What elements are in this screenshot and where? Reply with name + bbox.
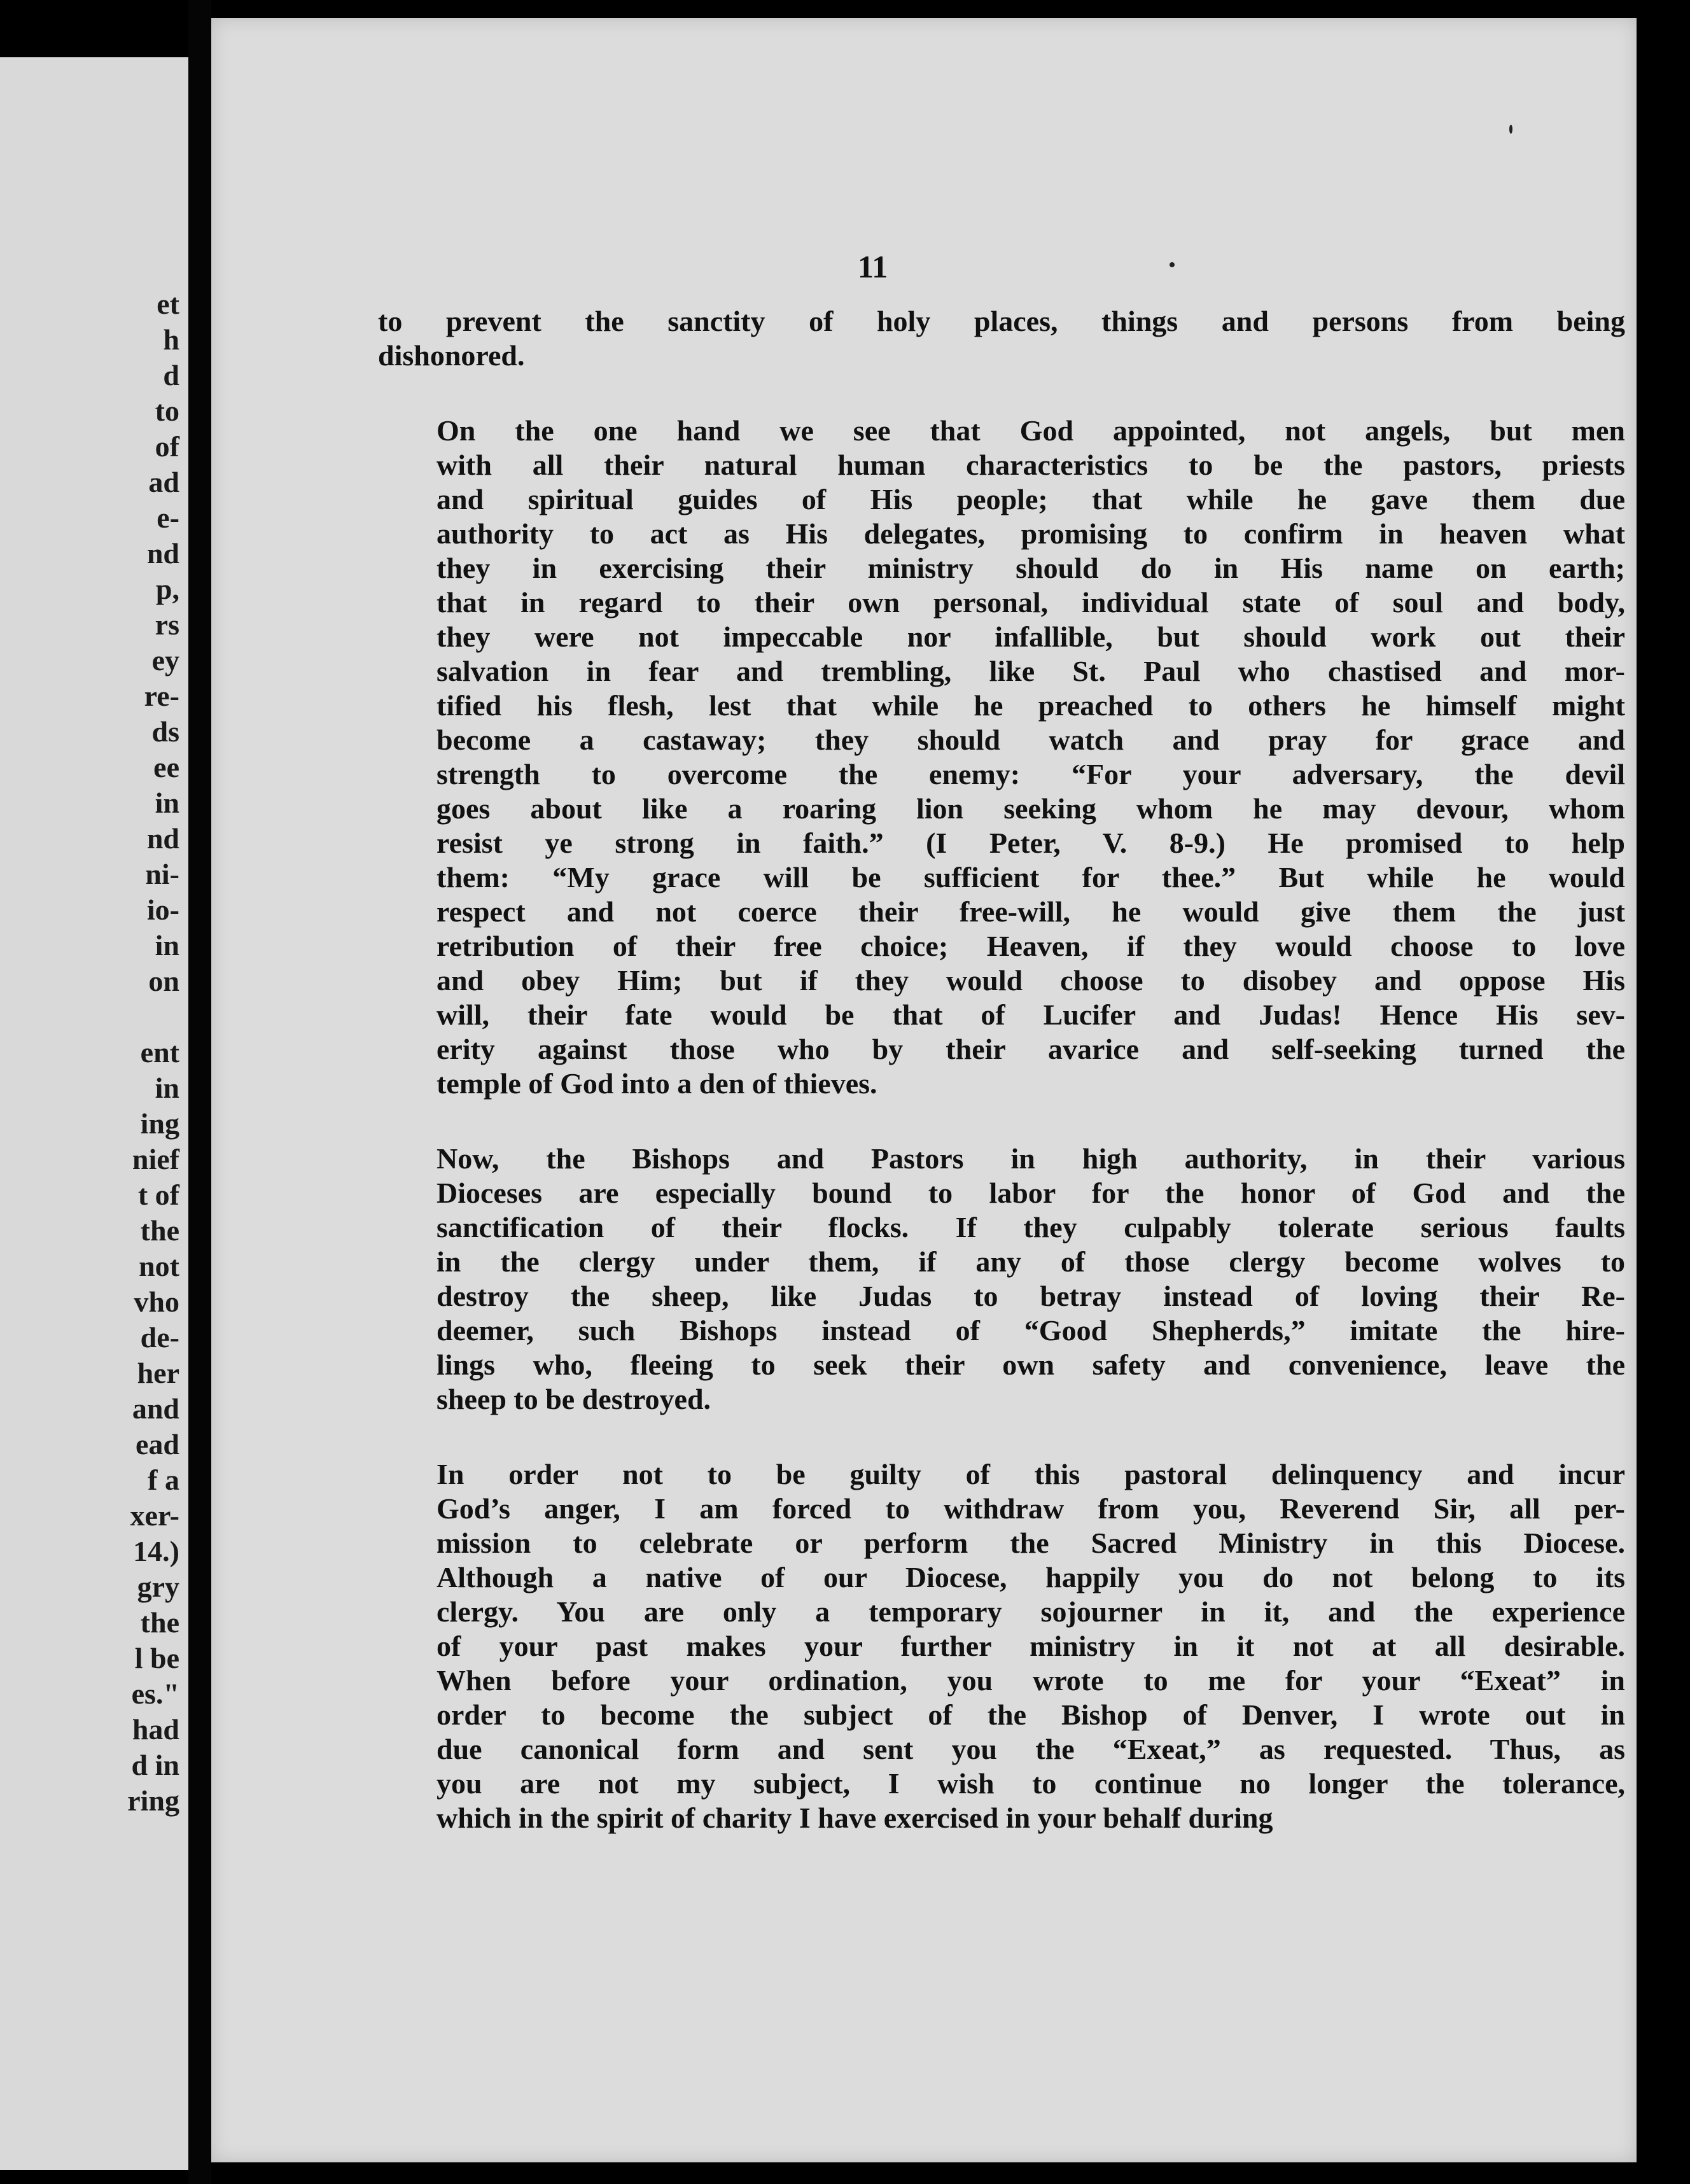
facing-page-text: t of bbox=[137, 1179, 179, 1211]
text-line: mission to celebrate or perform the Sacred Ministry in this Diocese. bbox=[436, 1527, 1625, 1559]
facing-page-text: e- bbox=[157, 501, 179, 534]
page-number: 11 bbox=[858, 249, 888, 284]
facing-page-text: ni- bbox=[145, 858, 179, 890]
facing-page-text: the bbox=[140, 1606, 179, 1639]
text-line: In order not to be guilty of this pastoral delinquency and incur bbox=[436, 1458, 1625, 1490]
scan-speck bbox=[1509, 125, 1512, 134]
facing-page-text: ad bbox=[148, 466, 179, 498]
text-line: destroy the sheep, like Judas to betray instead of loving their Re- bbox=[436, 1280, 1625, 1312]
facing-page-text: es." bbox=[131, 1677, 179, 1710]
facing-page-text: nief bbox=[132, 1143, 179, 1175]
text-line: dishonored. bbox=[378, 339, 525, 372]
facing-page-text: 14.) bbox=[133, 1535, 179, 1567]
facing-page-text: in bbox=[155, 787, 179, 819]
text-line: due canonical form and sent you the “Exeat,” as requested. Thus, as bbox=[436, 1733, 1625, 1765]
facing-page-text: io- bbox=[146, 893, 179, 926]
text-line: that in regard to their own personal, individual state of soul and body, bbox=[436, 586, 1625, 619]
facing-page-text: vho bbox=[134, 1285, 179, 1318]
paragraph bbox=[378, 1142, 1625, 1417]
facing-page-text: ead bbox=[136, 1428, 179, 1460]
text-line: temple of God into a den of thieves. bbox=[436, 1067, 877, 1100]
text-line: retribution of their free choice; Heaven, if they would choose to love bbox=[436, 930, 1625, 962]
facing-page-text: de- bbox=[140, 1321, 179, 1354]
facing-page-text: in bbox=[155, 929, 179, 962]
text-line: order to become the subject of the Bishop of Denver, I wrote out in bbox=[436, 1698, 1625, 1731]
text-line: they were not impeccable nor infallible, but should work out their bbox=[436, 620, 1625, 653]
facing-page-text: l be bbox=[134, 1642, 179, 1674]
text-line: goes about like a roaring lion seeking whom he may devour, whom bbox=[436, 792, 1625, 825]
text-line: On the one hand we see that God appointed, not angels, but men bbox=[436, 414, 1625, 447]
facing-page-text: and bbox=[132, 1392, 179, 1425]
text-line: will, their fate would be that of Lucifer and Judas! Hence His sev- bbox=[436, 998, 1625, 1031]
facing-page-text: had bbox=[132, 1713, 179, 1746]
facing-page-text: d bbox=[163, 359, 179, 391]
facing-page-text: p, bbox=[155, 573, 179, 605]
text-line: respect and not coerce their free-will, he would give them the just bbox=[436, 895, 1625, 928]
facing-page-text: the bbox=[140, 1214, 179, 1247]
facing-page-text: nd bbox=[146, 822, 179, 855]
text-line: them: “My grace will be sufficient for thee.” But while he would bbox=[436, 861, 1625, 893]
facing-page-text: ing bbox=[140, 1107, 179, 1140]
book-gutter bbox=[188, 0, 211, 2184]
text-line: tified his flesh, lest that while he preached to others he himself might bbox=[436, 689, 1625, 722]
text-line: When before your ordination, you wrote to me for your “Exeat” in bbox=[436, 1664, 1625, 1697]
facing-page-text: d in bbox=[131, 1749, 179, 1781]
paragraph bbox=[378, 1457, 1625, 1835]
facing-page-text: ee bbox=[153, 751, 179, 783]
text-line: and spiritual guides of His people; that while he gave them due bbox=[436, 483, 1625, 515]
text-line: Now, the Bishops and Pastors in high authority, in their various bbox=[436, 1142, 1625, 1175]
text-line: sanctification of their flocks. If they culpably tolerate serious faults bbox=[436, 1211, 1625, 1243]
body-text bbox=[378, 304, 1625, 1876]
facing-page-text: et bbox=[157, 288, 179, 320]
facing-page-text: gry bbox=[137, 1571, 179, 1603]
text-line: strength to overcome the enemy: “For your adversary, the devil bbox=[436, 758, 1625, 790]
facing-page-text: ey bbox=[151, 644, 179, 676]
facing-page-text: f a bbox=[148, 1464, 179, 1496]
text-line: Dioceses are especially bound to labor for the honor of God and the bbox=[436, 1177, 1625, 1209]
document-page bbox=[211, 18, 1637, 2162]
facing-page-text: nd bbox=[146, 537, 179, 570]
text-line: lings who, fleeing to seek their own safety and convenience, leave the bbox=[436, 1348, 1625, 1381]
text-line: resist ye strong in faith.” (I Peter, V. 8-9.) He promised to help bbox=[436, 827, 1625, 859]
facing-page-text: on bbox=[148, 965, 179, 997]
text-line: God’s anger, I am forced to withdraw from you, Reverend Sir, all per- bbox=[436, 1492, 1625, 1525]
text-line: deemer, such Bishops instead of “Good Shepherds,” imitate the hire- bbox=[436, 1314, 1625, 1347]
facing-page-text: xer- bbox=[130, 1499, 179, 1532]
facing-page-text: of bbox=[155, 430, 179, 463]
facing-page-text: in bbox=[155, 1072, 179, 1104]
text-line: of your past makes your further ministry in it not at all desirable. bbox=[436, 1630, 1625, 1662]
text-line: in the clergy under them, if any of those clergy become wolves to bbox=[436, 1245, 1625, 1278]
facing-page-text: her bbox=[137, 1357, 179, 1389]
text-line: authority to act as His delegates, promising to confirm in heaven what bbox=[436, 517, 1625, 550]
paragraph bbox=[378, 304, 1625, 373]
text-line: clergy. You are only a temporary sojourner in it, and the experience bbox=[436, 1595, 1625, 1628]
text-line: erity against those who by their avarice and self-seeking turned the bbox=[436, 1033, 1625, 1065]
facing-page-text: h bbox=[163, 323, 179, 356]
facing-page-text: rs bbox=[155, 608, 179, 641]
facing-page-text: ring bbox=[127, 1784, 179, 1817]
facing-page-text: ent bbox=[140, 1036, 179, 1068]
facing-page-text: re- bbox=[144, 680, 179, 712]
facing-page-text: ds bbox=[151, 715, 179, 748]
text-line: Although a native of our Diocese, happily you do not belong to its bbox=[436, 1561, 1625, 1593]
facing-page-fragment bbox=[0, 57, 188, 2170]
facing-page-text: not bbox=[139, 1250, 179, 1282]
text-line: you are not my subject, I wish to continue no longer the tolerance, bbox=[436, 1767, 1625, 1800]
facing-page-text: to bbox=[155, 395, 179, 427]
text-line: and obey Him; but if they would choose to disobey and oppose His bbox=[436, 964, 1625, 997]
text-line: to prevent the sanctity of holy places, things and persons from being bbox=[378, 305, 1625, 337]
scan-speck bbox=[1170, 262, 1175, 267]
text-line: sheep to be destroyed. bbox=[436, 1383, 711, 1415]
text-line: which in the spirit of charity I have exercised in your behalf during bbox=[436, 1802, 1273, 1834]
text-line: with all their natural human characteristics to be the pastors, priests bbox=[436, 449, 1625, 481]
text-line: become a castaway; they should watch and pray for grace and bbox=[436, 724, 1625, 756]
paragraph bbox=[378, 414, 1625, 1101]
text-line: salvation in fear and trembling, like St. Paul who chastised and mor- bbox=[436, 655, 1625, 687]
text-line: they in exercising their ministry should do in His name on earth; bbox=[436, 552, 1625, 584]
